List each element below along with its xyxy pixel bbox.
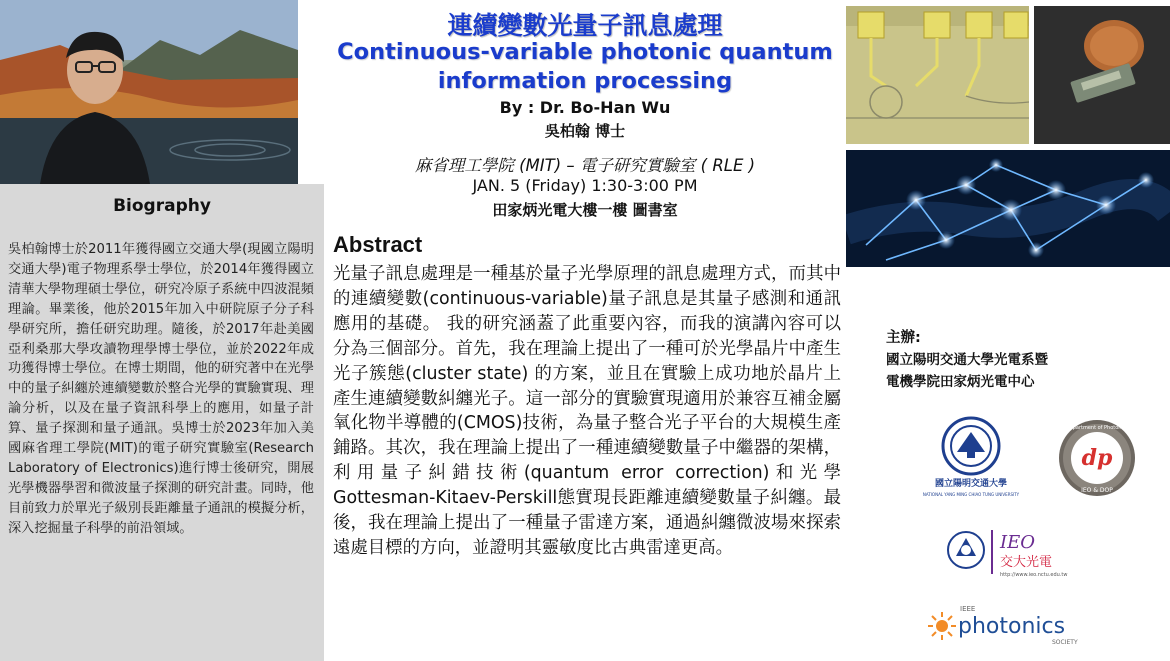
svg-text:dp: dp bbox=[1081, 445, 1113, 471]
svg-text:NATIONAL YANG MING CHIAO TUNG: NATIONAL YANG MING CHIAO TUNG UNIVERSITY bbox=[922, 492, 1020, 497]
biography-heading: Biography bbox=[113, 196, 211, 216]
abstract-text: 光量子訊息處理是一種基於量子光學原理的訊息處理方式，而其中的連續變數(continuous-variable)量子訊息是其量子感測和通訊應用的基礎。 我的研究涵蓋了此重要內容，而我的演講內容可以分為三個部分。首先，我在理論上提出了一種可於光學晶片中產生光子簇態(cluster state) 的方案，並且在實驗上成功地於晶片上產生連續變數糾纏光子。這一部分的實驗實現適用於兼容互補金屬氧化物半導體的(CMOS)技術，為量子整合光子平台的大規模生產鋪路。其次，我在理論上提出了一種連續變數量子中繼器的架構，利用量子糾錯技術(quantum error correction)和光學 Gottesman-Kitaev-Perskill態實現長距離連續變數量子糾纏。最後，我在理論上提出了一種量子雷達方案，通過糾纏微波場來探索遠處目標的方向，並證明其靈敏度比古典雷達更高。 bbox=[333, 264, 841, 558]
quantum-network-image bbox=[846, 150, 1170, 267]
svg-text:photonics: photonics bbox=[958, 614, 1066, 639]
talk-title-english: Continuous-variable photonic quantum information processing bbox=[337, 39, 833, 94]
biography-text: 吳柏翰博士於2011年獲得國立交通大學(現國立陽明交通大學)電子物理系學士學位，於2014年獲得國立清華大學物理碩士學位，研究冷原子系統中四波混頻理論。畢業後，他於2015年加入中研院原子分子科學研究所，擔任研究助理。隨後，於2017年赴美國亞利桑那大學攻讀物理學博士學位，並於2022年成功獲得博士學位。在博士期間，他的研究著中在光學中的量子糾纏於連續變數於整合光學的實驗實現、理論分析，以及在量子資訊科學上的應用，如量子計算、量子探測和量子通訊。吳博士於2023年加入美國麻省理工學院(MIT)的電子研究實驗室(Research Laboratory of Electronics)進行博士後研究，開展光學機器學習和微波量子探測的研究計畫。同時，他目前致力於單光子級別長距離量子通訊的模擬分析，深入挖掘量子科學的前沿領域。 bbox=[8, 242, 314, 536]
nycu-logo bbox=[912, 416, 1030, 498]
ieee-photonics-society-logo bbox=[926, 602, 1116, 646]
chip-with-coin-image bbox=[1034, 6, 1170, 144]
talk-date: JAN. 5 (Friday) 1:30-3:00 PM bbox=[472, 176, 698, 195]
talk-title-chinese: 連續變數光量子訊息處理 bbox=[447, 11, 723, 40]
svg-text:IEO: IEO bbox=[1000, 532, 1036, 553]
svg-text:IEO & DOP: IEO & DOP bbox=[1081, 487, 1113, 494]
ieo-logo bbox=[944, 524, 1104, 582]
organizer-line-1: 國立陽明交通大學光電系暨 bbox=[886, 352, 1048, 368]
svg-text:國立陽明交通大學: 國立陽明交通大學 bbox=[934, 479, 1008, 489]
svg-text:交大光電: 交大光電 bbox=[1000, 555, 1053, 570]
organizer-label: 主辦: bbox=[886, 330, 921, 346]
speaker-photo bbox=[0, 0, 298, 184]
organizer-line-2: 電機學院田家炳光電中心 bbox=[886, 374, 1035, 390]
svg-text:Department of Photonics: Department of Photonics bbox=[1065, 425, 1129, 431]
svg-text:http://www.ieo.nctu.edu.tw: http://www.ieo.nctu.edu.tw bbox=[1000, 572, 1068, 578]
svg-text:IEEE: IEEE bbox=[960, 605, 976, 613]
speaker-name-english: By : Dr. Bo-Han Wu bbox=[499, 98, 671, 117]
photonic-chip-image bbox=[846, 6, 1029, 144]
speaker-name-chinese: 吳柏翰 博士 bbox=[544, 122, 626, 140]
talk-venue: 田家炳光電大樓一樓 圖書室 bbox=[492, 201, 678, 219]
abstract-heading: Abstract bbox=[333, 232, 423, 257]
department-of-photonics-logo bbox=[1057, 418, 1137, 498]
speaker-affiliation: 麻省理工學院 (MIT) – 電子研究實驗室 ( RLE ) bbox=[414, 156, 756, 175]
svg-text:SOCIETY: SOCIETY bbox=[1052, 639, 1078, 646]
